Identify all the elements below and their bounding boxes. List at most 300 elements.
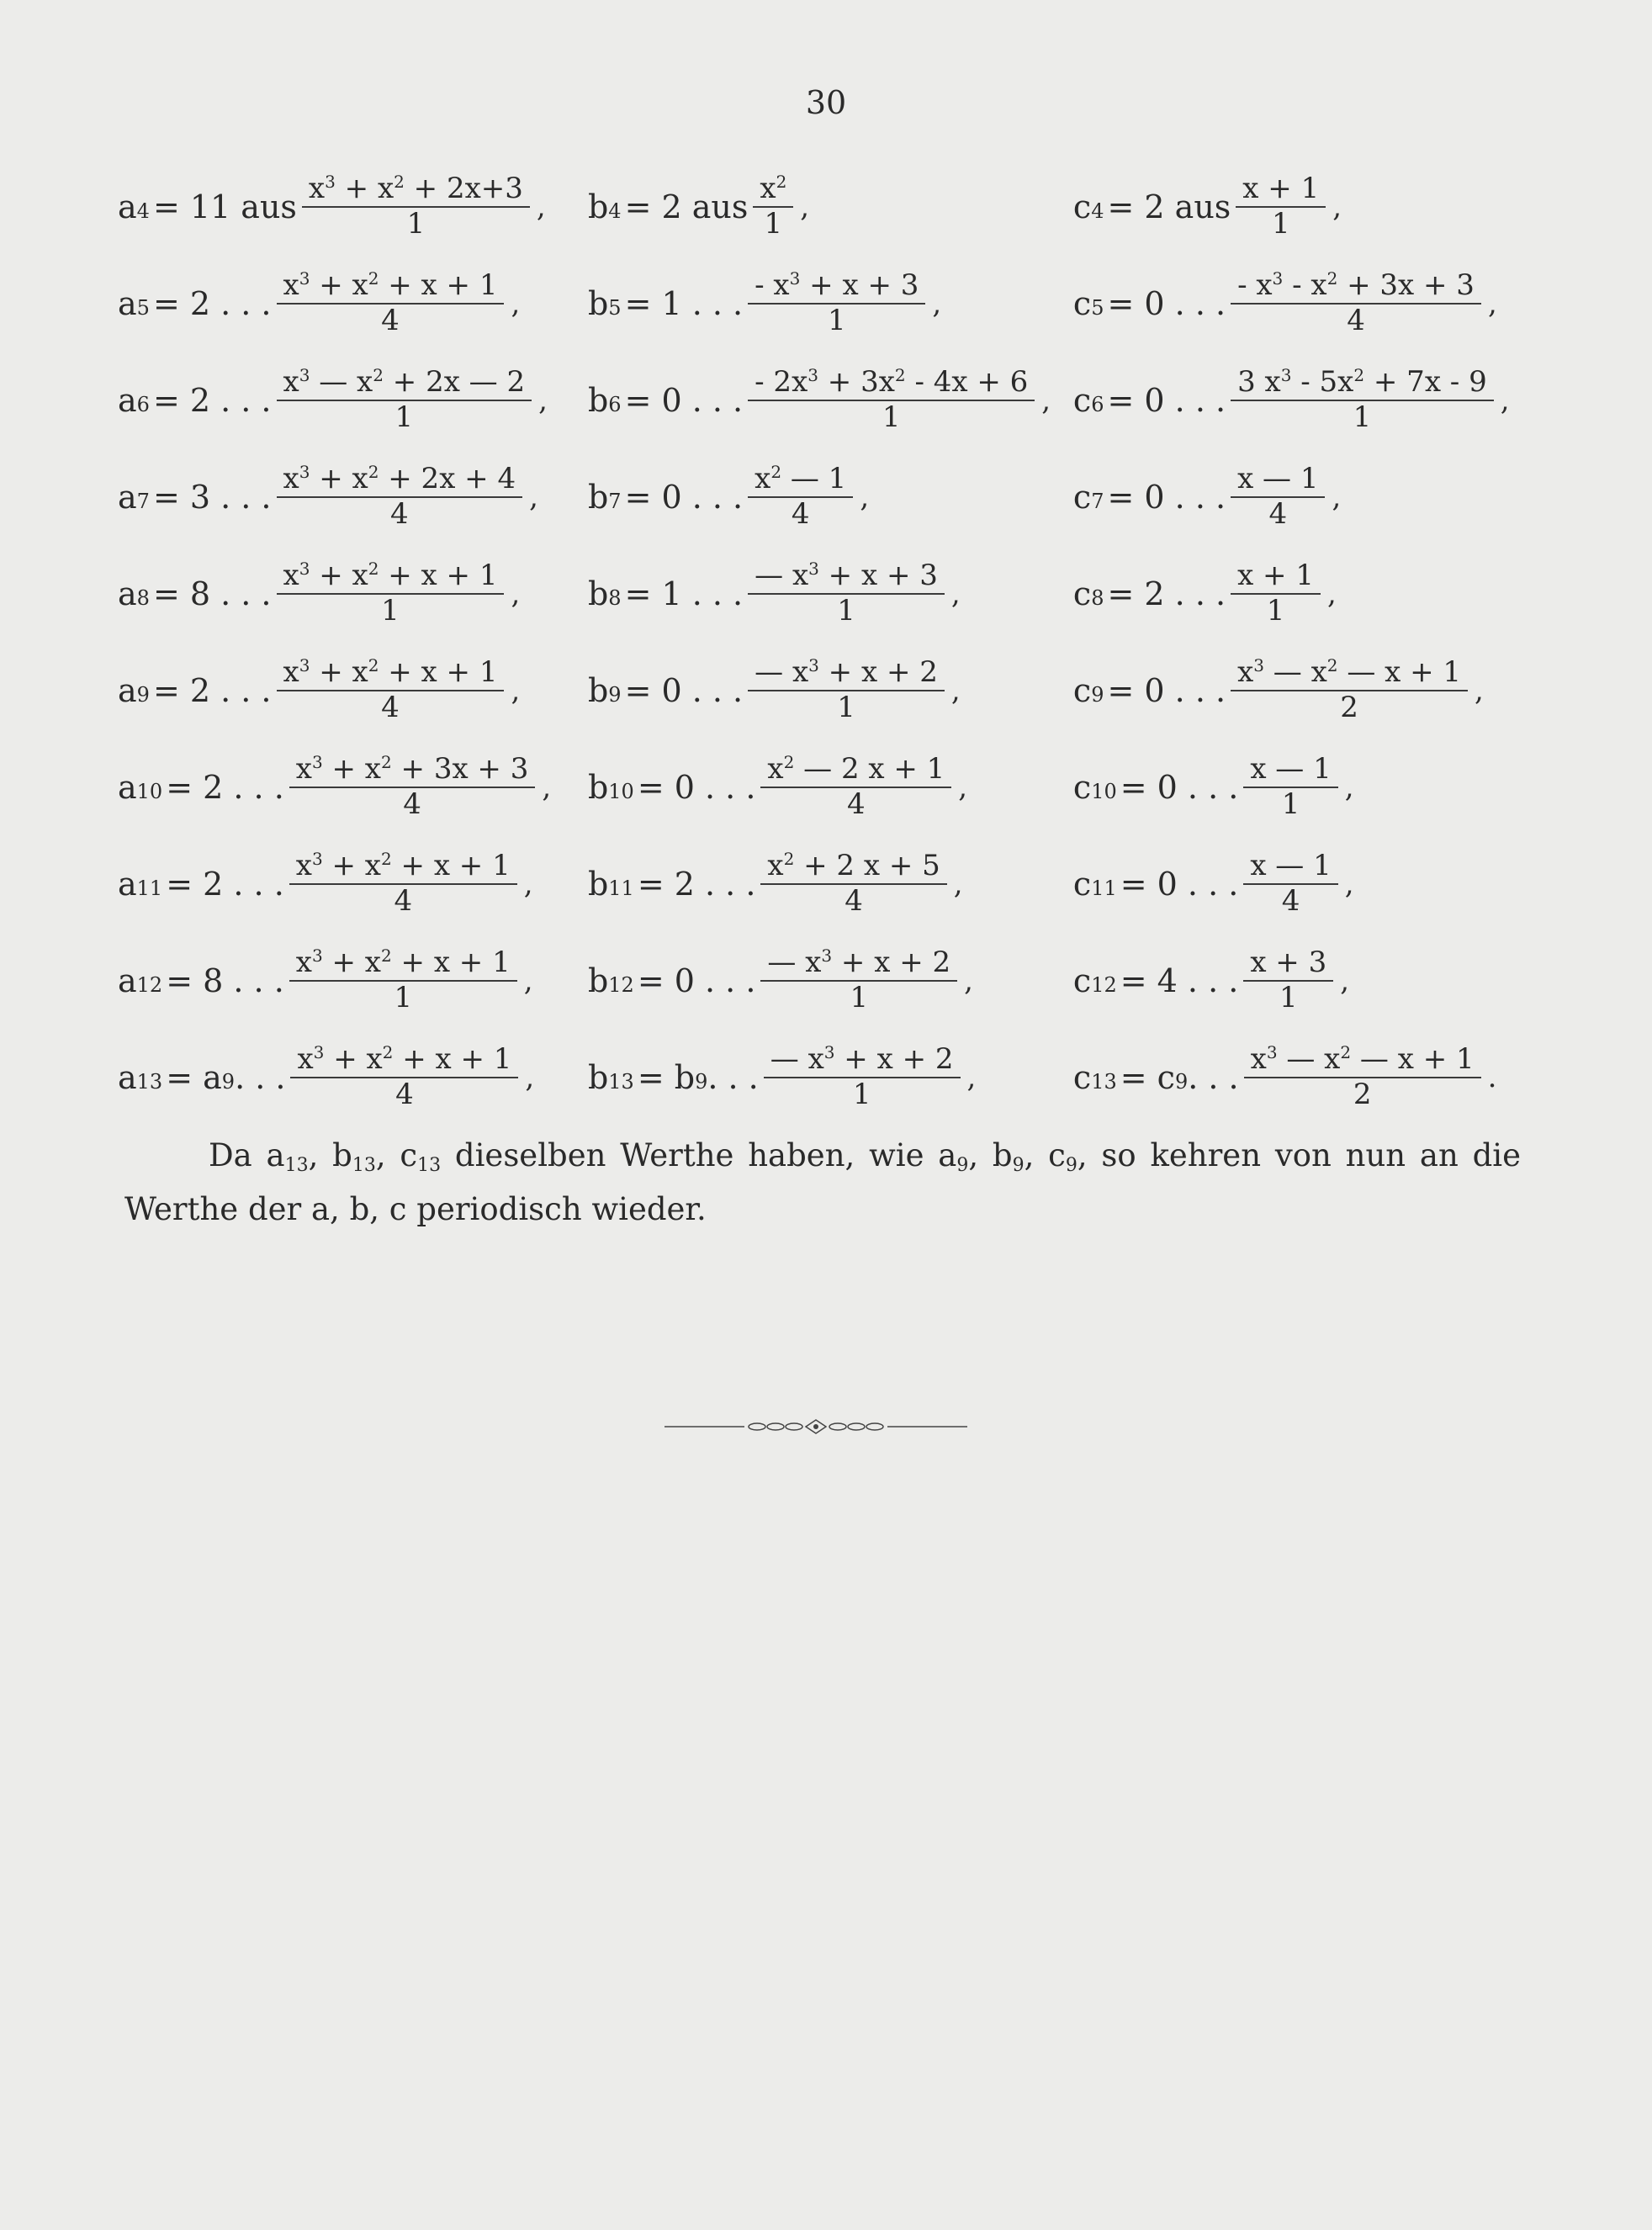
exponent: 2 (382, 1042, 394, 1063)
numerator-term: x (297, 1042, 314, 1077)
numerator-term: + x (324, 1042, 383, 1077)
equation-row (118, 642, 1531, 739)
numerator-term: x — 1 (1250, 848, 1332, 882)
numerator (764, 1044, 961, 1078)
value-subscript: 9 (695, 1069, 708, 1094)
variable-subscript: 7 (136, 489, 150, 513)
equation-c (1058, 1044, 1531, 1110)
variable-subscript: 12 (1091, 972, 1117, 997)
numerator-term: + 2x+3 (404, 172, 523, 206)
fraction (289, 850, 517, 916)
exponent: 3 (808, 559, 819, 580)
punctuation: , (525, 1060, 535, 1094)
equation-value: = 1 . . . (624, 575, 744, 612)
variable-subscript: 8 (1091, 585, 1104, 610)
fraction (1231, 461, 1325, 531)
exponent: 3 (325, 172, 336, 193)
equation-value: = 0 . . . (1107, 478, 1226, 516)
equation-lhs (118, 866, 284, 903)
numerator-term: + x (310, 462, 368, 496)
denominator: 4 (791, 497, 810, 531)
equation-c (1058, 461, 1531, 531)
numerator-term: — x (767, 945, 822, 980)
denominator: 1 (850, 981, 869, 1014)
numerator-term: + x (322, 945, 381, 980)
numerator-term: x (755, 462, 771, 496)
numerator-term: — x + 1 (1351, 1042, 1475, 1077)
numerator-term: + x + 3 (818, 559, 938, 593)
numerator-term: + x + 1 (379, 559, 498, 593)
punctuation: , (1500, 383, 1510, 417)
numerator (748, 367, 1035, 401)
exponent: 3 (823, 1042, 835, 1063)
numerator (748, 560, 945, 595)
numerator-term: + x + 1 (391, 849, 511, 883)
exponent: 3 (789, 268, 801, 289)
exponent: 2 (380, 849, 392, 870)
equation-value: = 1 . . . (624, 284, 744, 322)
equation-value: = 11 aus (152, 188, 297, 225)
numerator-term: x (283, 655, 299, 690)
variable-subscript: 10 (136, 779, 163, 803)
denominator: 4 (389, 497, 409, 531)
numerator (277, 560, 505, 595)
equation-lhs (118, 672, 272, 709)
variable: a (118, 284, 137, 322)
equation-lhs (1073, 866, 1238, 903)
equation-a (118, 173, 588, 239)
numerator-term: + x (310, 268, 368, 303)
numerator-term: x — 1 (1250, 751, 1332, 786)
numerator (760, 754, 951, 788)
equation-value: = 0 . . . (624, 478, 744, 516)
variable-subscript: 11 (136, 876, 163, 900)
numerator-term: + 3x + 3 (391, 752, 529, 787)
punctuation: , (966, 1060, 977, 1094)
variable-subscript: 6 (1091, 392, 1104, 416)
equation-b (588, 947, 1058, 1013)
variable-subscript: 4 (1091, 199, 1104, 223)
punctuation: , (523, 963, 533, 998)
numerator-term: x (283, 559, 299, 593)
equation-value: = 0 . . . (637, 961, 756, 999)
fraction (289, 754, 536, 819)
equation-row (118, 158, 1531, 255)
equation-lhs (588, 866, 755, 903)
punctuation: , (536, 189, 546, 224)
equation-row (118, 932, 1531, 1029)
equation-b (588, 463, 1058, 529)
equation-value: = 2 . . . (637, 865, 756, 903)
variable-subscript: 10 (608, 779, 634, 803)
exponent: 2 (373, 365, 384, 386)
numerator-term: + x + 1 (379, 268, 498, 303)
paragraph-subscript: 13 (284, 1155, 309, 1176)
denominator: 4 (394, 884, 413, 918)
exponent: 2 (394, 172, 405, 193)
paragraph-text: , b (968, 1137, 1013, 1173)
numerator (277, 657, 505, 691)
numerator (1236, 171, 1326, 208)
numerator (1231, 270, 1481, 305)
equation-a (118, 463, 588, 529)
equation-row (118, 739, 1531, 835)
denominator: 1 (882, 400, 901, 434)
fraction (1231, 367, 1494, 432)
numerator-term: + x + 3 (800, 268, 919, 303)
fraction (760, 850, 946, 916)
equation-a (118, 850, 588, 916)
fraction (748, 657, 945, 723)
equation-c (1058, 945, 1531, 1014)
numerator-term: — x (310, 365, 373, 400)
equation-c (1058, 848, 1531, 918)
variable-subscript: 8 (608, 585, 622, 610)
equation-lhs (588, 672, 743, 709)
numerator (748, 463, 853, 498)
punctuation: , (523, 866, 533, 901)
punctuation: , (932, 286, 942, 320)
variable-subscript: 10 (1091, 779, 1117, 803)
equation-value: = 0 . . . (624, 381, 744, 419)
exponent: 3 (311, 752, 323, 773)
equation-lhs (588, 769, 755, 806)
numerator (289, 947, 517, 982)
fraction (764, 1044, 961, 1110)
fraction (1243, 751, 1337, 821)
variable: a (118, 865, 137, 903)
numerator (1243, 848, 1337, 885)
punctuation: , (538, 383, 548, 417)
exponent: 3 (807, 365, 818, 386)
exponent: 2 (368, 559, 379, 580)
fraction (760, 754, 951, 819)
denominator: 1 (837, 691, 855, 724)
variable: b (587, 284, 609, 322)
denominator: 1 (381, 594, 400, 628)
equation-b (588, 657, 1058, 723)
exponent: 2 (380, 752, 392, 773)
variable-subscript: 9 (136, 682, 150, 707)
paragraph-text: Da a (209, 1137, 285, 1173)
punctuation: , (950, 576, 961, 611)
numerator-term: + 2x — 2 (383, 365, 526, 400)
exponent: 2 (368, 655, 379, 676)
numerator-term: x — 1 (1237, 461, 1319, 495)
equation-value: = 8 . . . (166, 961, 284, 999)
denominator: 2 (1340, 691, 1358, 724)
numerator-term: — x (770, 1042, 824, 1077)
variable: b (587, 188, 609, 225)
equation-value: = 2 . . . (166, 768, 284, 806)
equation-lhs (588, 575, 743, 612)
numerator (277, 270, 505, 305)
numerator-term: + x + 2 (834, 1042, 954, 1077)
exponent: 2 (380, 945, 392, 967)
equation-a (118, 1044, 588, 1110)
numerator-term: + x (335, 172, 394, 206)
variable-subscript: 6 (608, 392, 622, 416)
variable: b (587, 671, 609, 709)
equation-b (588, 367, 1058, 432)
equation-lhs (118, 479, 272, 516)
numerator-term: + 7x - 9 (1364, 365, 1487, 400)
denominator: 4 (1268, 496, 1288, 531)
variable: a (118, 768, 137, 806)
equation-b (588, 270, 1058, 336)
numerator-term: 3 x (1237, 365, 1281, 400)
variable-subscript: 9 (608, 682, 622, 707)
numerator-term: — 1 (781, 462, 847, 496)
variable-subscript: 5 (136, 295, 150, 320)
numerator-term: x (760, 172, 776, 206)
numerator-term: + 3x (818, 365, 895, 400)
fraction (753, 173, 793, 239)
punctuation: , (1344, 770, 1354, 804)
punctuation: , (529, 479, 538, 514)
variable-subscript: 11 (608, 876, 634, 900)
denominator: 1 (406, 207, 426, 241)
equation-b (588, 560, 1058, 626)
equation-value: = a (166, 1058, 222, 1096)
equation-value: = 2 aus (1107, 188, 1231, 225)
equation-c (1058, 558, 1531, 628)
equation-b (588, 754, 1058, 819)
paragraph-text: , so kehren von nun an die Werthe der a, b, c periodisch wieder. (124, 1137, 1521, 1227)
denominator: 4 (847, 787, 866, 821)
equation-value: = 2 . . . (1107, 575, 1226, 612)
equation-value: = 3 . . . (152, 478, 272, 516)
numerator-term: — x + 1 (1337, 655, 1462, 690)
variable: a (118, 671, 137, 709)
exponent: 3 (311, 945, 323, 967)
punctuation: , (1332, 479, 1342, 514)
value-subscript: 9 (221, 1069, 236, 1094)
variable-subscript: 13 (608, 1069, 634, 1094)
variable-subscript: 5 (608, 295, 622, 320)
equation-value: = 0 . . . (637, 768, 756, 806)
value-tail: . . . (235, 1058, 286, 1096)
equation-value: = 2 . . . (166, 865, 284, 903)
paragraph-subscript: 13 (417, 1155, 442, 1176)
fraction (1236, 171, 1326, 241)
fraction (277, 657, 505, 723)
numerator (289, 754, 536, 788)
equation-row (118, 545, 1531, 642)
fraction (1231, 270, 1481, 336)
numerator (302, 173, 530, 208)
numerator (277, 367, 532, 401)
punctuation: , (542, 770, 552, 804)
equation-value: = c (1120, 1058, 1175, 1096)
equation-value: = 0 . . . (1120, 865, 1239, 903)
equation-lhs (588, 962, 755, 999)
paragraph-text: , c (1024, 1137, 1066, 1173)
punctuation: , (1487, 286, 1497, 320)
variable: a (118, 575, 137, 612)
variable-subscript: 4 (608, 199, 622, 223)
paragraph-text: , c (375, 1137, 418, 1173)
exponent: 2 (1353, 365, 1365, 386)
exponent: 3 (299, 462, 310, 483)
value-tail: . . . (707, 1058, 759, 1096)
fraction (277, 560, 505, 626)
variable: b (587, 381, 609, 419)
equation-lhs (118, 769, 284, 806)
paragraph-text: dieselben Werthe haben, wie a (441, 1137, 957, 1173)
denominator: 4 (381, 691, 400, 724)
equation-value: = 8 . . . (152, 575, 272, 612)
numerator (753, 173, 793, 208)
denominator: 1 (1353, 400, 1372, 434)
denominator: 1 (394, 400, 414, 434)
variable-subscript: 13 (1091, 1069, 1117, 1094)
numerator (1231, 367, 1494, 401)
fraction (277, 367, 532, 432)
numerator (1231, 461, 1325, 498)
numerator-term: x (295, 945, 312, 980)
equation-c (1058, 270, 1531, 336)
punctuation: , (950, 673, 961, 707)
equation-lhs (118, 188, 297, 225)
numerator (760, 850, 946, 885)
fraction (1243, 848, 1337, 918)
numerator (1231, 657, 1468, 691)
denominator: 1 (764, 207, 783, 241)
equation-c (1058, 367, 1531, 432)
denominator: 1 (1271, 206, 1290, 241)
denominator: 4 (845, 884, 863, 918)
exponent: 3 (1280, 365, 1292, 386)
paragraph-subscript: 13 (352, 1155, 376, 1176)
equation-a (118, 657, 588, 723)
variable-subscript: 7 (608, 489, 622, 513)
punctuation: , (1475, 673, 1484, 707)
variable-subscript: 11 (1091, 876, 1117, 900)
equation-c (1058, 657, 1531, 723)
variable: c (1072, 381, 1092, 419)
fraction (277, 463, 523, 529)
equation-value: = 0 . . . (1107, 381, 1226, 419)
numerator (289, 850, 517, 885)
variable: a (118, 188, 137, 225)
punctuation: , (511, 673, 521, 707)
equation-lhs (588, 1059, 759, 1096)
variable-subscript: 6 (136, 392, 150, 416)
numerator-term: x (1250, 1042, 1267, 1077)
equation-lhs (1073, 575, 1226, 612)
fraction (748, 463, 853, 529)
equation-value: = 0 . . . (1120, 768, 1239, 806)
numerator-term: - 4x + 6 (905, 365, 1029, 400)
fraction (1244, 1044, 1481, 1110)
numerator (1243, 751, 1337, 788)
equation-lhs (588, 382, 743, 419)
numerator-term: — x (755, 655, 809, 690)
ornament-divider (665, 1418, 967, 1435)
numerator (748, 657, 945, 691)
denominator: 4 (381, 304, 400, 337)
variable-subscript: 12 (608, 972, 634, 997)
variable: a (118, 478, 137, 516)
exponent: 3 (299, 559, 310, 580)
punctuation: . (1487, 1060, 1497, 1094)
numerator-term: + x (310, 559, 368, 593)
variable: c (1072, 961, 1092, 999)
numerator-term: — x (755, 559, 809, 593)
page-number: 30 (805, 84, 847, 121)
equation-c (1058, 751, 1531, 821)
numerator-term: - x (755, 268, 790, 303)
equation-table (118, 158, 1531, 1126)
equation-lhs (588, 285, 743, 322)
equation-row (118, 255, 1531, 352)
variable-subscript: 4 (136, 199, 150, 223)
punctuation: , (511, 576, 521, 611)
equation-lhs (1073, 962, 1238, 999)
equation-lhs (1073, 382, 1226, 419)
numerator-term: x + 3 (1250, 945, 1327, 979)
equation-value: = 2 . . . (152, 671, 272, 709)
equation-row (118, 352, 1531, 448)
numerator-term: x (767, 752, 784, 787)
denominator: 4 (395, 1078, 414, 1111)
punctuation: , (800, 189, 810, 224)
numerator-term: + 3x + 3 (1337, 268, 1475, 303)
exponent: 2 (783, 752, 795, 773)
denominator: 4 (1281, 883, 1300, 918)
exponent: 2 (770, 462, 782, 483)
paragraph-text: , b (308, 1137, 352, 1173)
numerator-term: + x + 2 (832, 945, 951, 980)
numerator-term: x (283, 365, 299, 400)
variable: b (587, 478, 609, 516)
equation-row (118, 835, 1531, 932)
variable: a (118, 961, 137, 999)
variable: a (118, 1058, 137, 1096)
numerator-term: + x + 1 (379, 655, 498, 690)
numerator-term: + 2x + 4 (379, 462, 516, 496)
punctuation: , (1041, 383, 1051, 417)
equation-lhs (1073, 1059, 1239, 1096)
variable: b (587, 575, 609, 612)
exponent: 2 (1340, 1042, 1352, 1063)
denominator: 1 (394, 981, 413, 1014)
numerator-term: - 2x (755, 365, 808, 400)
numerator-term: + x + 2 (818, 655, 938, 690)
denominator: 4 (1347, 304, 1365, 337)
equation-a (118, 270, 588, 336)
numerator (290, 1044, 518, 1078)
numerator-term: x + 1 (1237, 558, 1314, 592)
punctuation: , (1344, 866, 1354, 901)
denominator: 1 (1266, 593, 1285, 628)
exponent: 3 (299, 268, 310, 289)
variable: b (587, 961, 609, 999)
variable-subscript: 13 (136, 1069, 163, 1094)
numerator-term: x + 1 (1242, 171, 1320, 205)
exponent: 2 (783, 849, 795, 870)
equation-a (118, 754, 588, 819)
numerator-term: — 2 x + 1 (794, 752, 945, 787)
numerator-term: x (1237, 655, 1254, 690)
variable-subscript: 12 (136, 972, 163, 997)
value-tail: . . . (1188, 1058, 1239, 1096)
equation-a (118, 947, 588, 1013)
equation-row (118, 448, 1531, 545)
denominator: 1 (852, 1078, 871, 1111)
denominator: 2 (1353, 1078, 1372, 1111)
